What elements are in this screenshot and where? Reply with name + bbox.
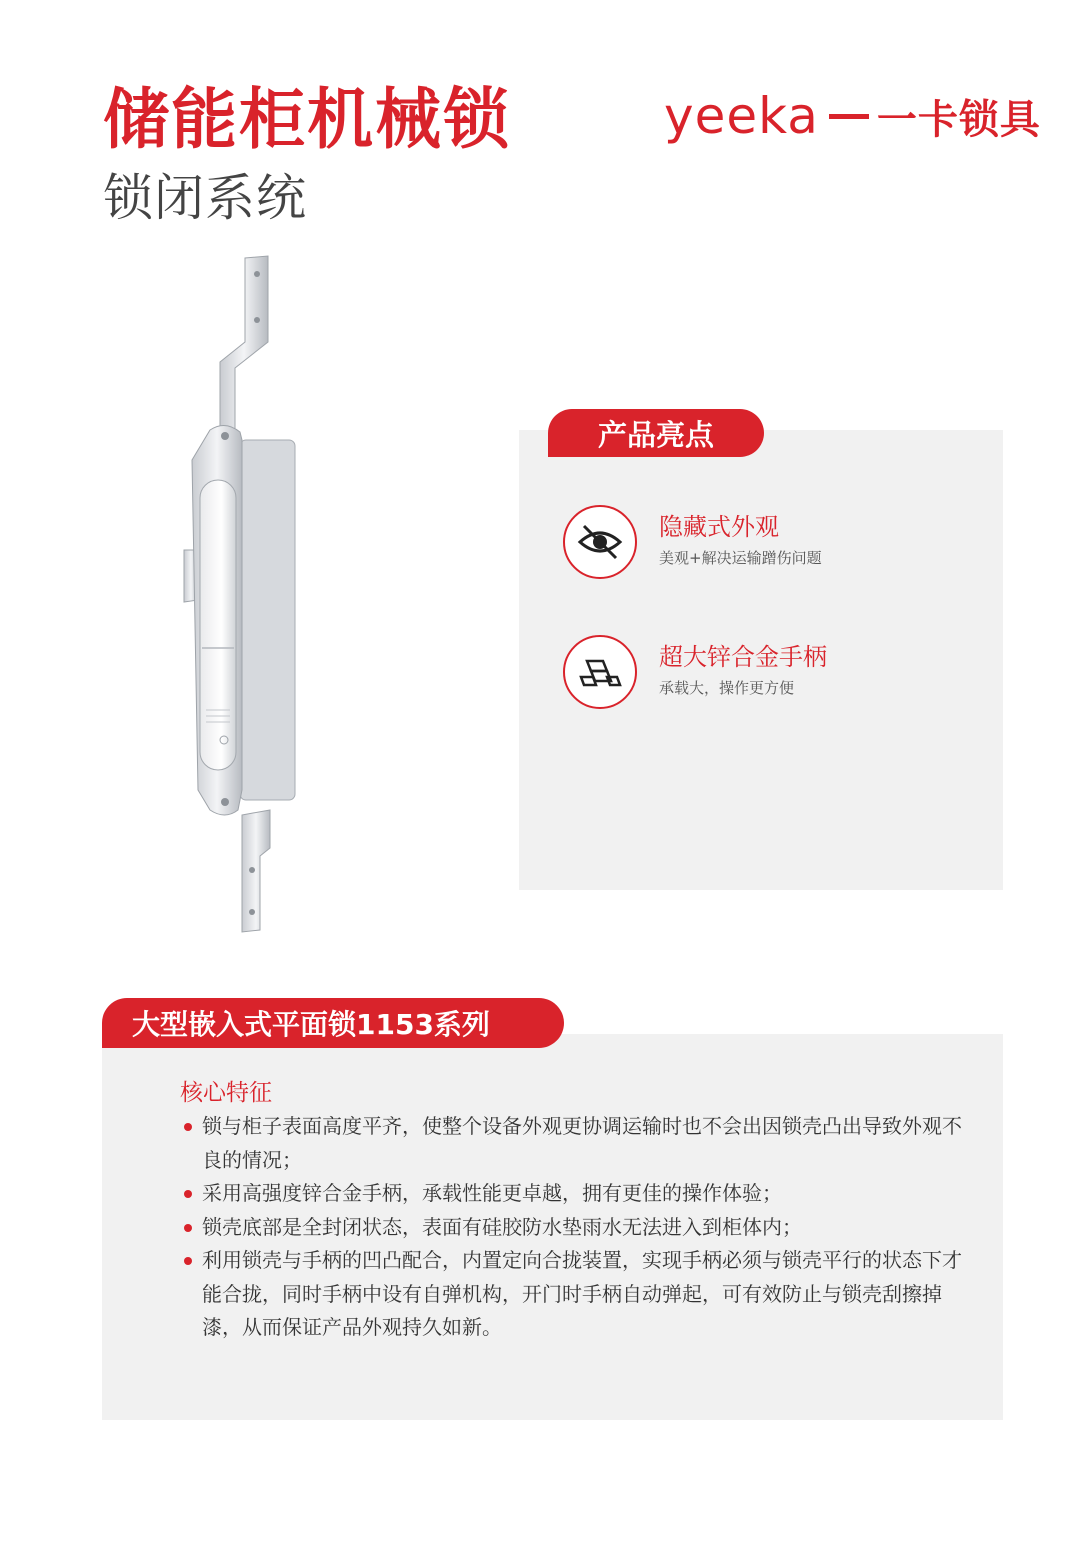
list-item: 利用锁壳与手柄的凹凸配合，内置定向合拢装置，实现手柄必须与锁壳平行的状态下才能合拢，同时手柄中设有自弹机构，开门时手柄自动弹起，可有效防止与锁壳刮擦掉漆，从而保证产品外观持久如新。 [182,1244,972,1345]
logo-latin-text: yeeka [664,87,819,145]
brand-logo [664,84,1041,148]
highlights-tab-label: 产品亮点 [548,409,764,457]
feature-description: 承载大，操作更方便 [659,679,795,697]
series-tab-label: 大型嵌入式平面锁1153系列 [102,998,564,1048]
feature-title: 隐藏式外观 [659,513,779,541]
core-features-list [182,1110,972,1345]
page-title: 储能柜机械锁 [103,81,511,158]
feature-description: 美观+解决运输蹭伤问题 [659,549,822,567]
lock-product-image [150,250,380,940]
list-item: 采用高强度锌合金手柄，承载性能更卓越，拥有更佳的操作体验； [182,1177,972,1211]
feature-hidden-appearance [563,505,983,585]
feature-zinc-alloy-handle [563,635,983,715]
logo-chinese-text: 一卡锁具 [876,96,1041,143]
feature-title: 超大锌合金手柄 [659,643,827,671]
logo-dash [829,114,869,119]
page-subtitle: 锁闭系统 [103,169,307,227]
hidden-eye-icon [563,505,637,579]
metal-bars-icon [563,635,637,709]
list-item: 锁壳底部是全封闭状态，表面有硅胶防水垫雨水无法进入到柜体内； [182,1211,972,1245]
core-features-title: 核心特征 [180,1080,272,1106]
list-item: 锁与柜子表面高度平齐，使整个设备外观更协调运输时也不会出因锁壳凸出导致外观不良的情况； [182,1110,972,1177]
